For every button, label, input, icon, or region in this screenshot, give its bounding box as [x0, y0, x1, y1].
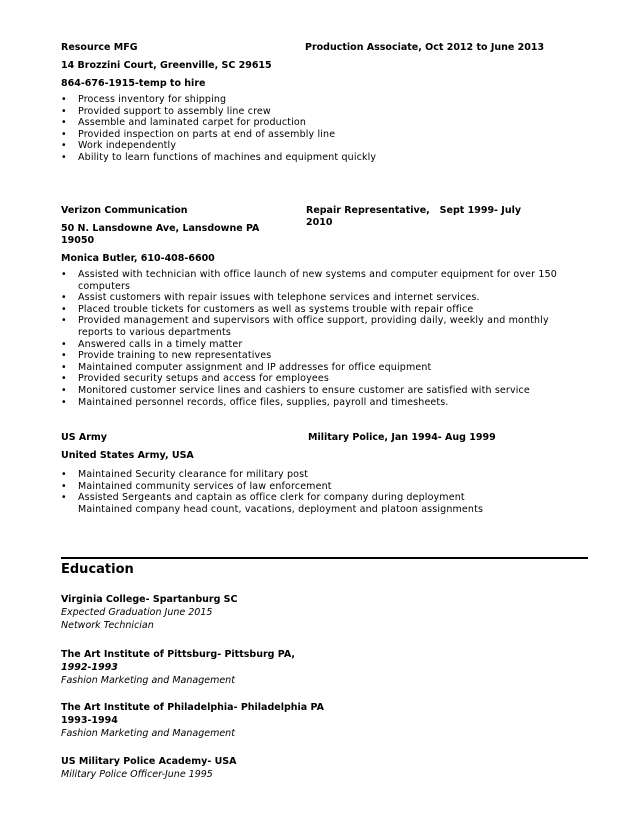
education-entry — [61, 755, 581, 781]
job-position: Military Police, Jan 1994- Aug 1999 — [308, 432, 496, 443]
school-name: Virginia College- Spartanburg SC — [61, 594, 238, 605]
list-item: • Provided inspection on parts at end of assembly line — [61, 128, 336, 140]
education-program: Network Technician — [61, 620, 154, 631]
list-item: • Maintained computer assignment and IP addresses for office equipment — [61, 361, 432, 373]
list-item: • Ability to learn functions of machines and equipment quickly — [61, 151, 377, 163]
employer-address: 50 N. Lansdowne Ave, Lansdowne PA 19050 — [61, 223, 260, 246]
section-divider — [61, 557, 588, 559]
employer-address: United States Army, USA — [61, 450, 194, 461]
list-item: • Assist customers with repair issues with telephone services and internet services. — [61, 292, 480, 304]
bullet-icon: • — [61, 338, 67, 350]
list-item: • Maintained personnel records, office files, supplies, payroll and timesheets. — [61, 396, 449, 408]
employer-address: 14 Brozzini Court, Greenville, SC 29615 — [61, 60, 272, 71]
list-item: Maintained company head count, vacations, deployment and platoon assignments — [78, 503, 484, 515]
job-position: Production Associate, Oct 2012 to June 2013 — [305, 42, 545, 53]
education-detail: Expected Graduation June 2015 — [61, 607, 213, 618]
bullet-icon: • — [61, 269, 67, 280]
bullet-icon: • — [61, 128, 67, 140]
job-duties-list — [61, 269, 581, 408]
list-item: • Provide training to new representatives — [61, 350, 272, 362]
list-item: • Monitored customer service lines and cashiers to ensure customer are satisfied with service — [61, 384, 530, 396]
list-item: • Answered calls in a timely matter — [61, 338, 243, 350]
employer-name: Resource MFG — [61, 42, 138, 53]
bullet-icon: • — [61, 469, 67, 480]
job-duties-list — [61, 94, 581, 164]
list-item: • Work independently — [61, 140, 177, 152]
employer-name: Verizon Communication — [61, 205, 188, 216]
employer-contact: Monica Butler, 610-408-6600 — [61, 253, 215, 264]
education-dates: 1993-1994 — [61, 715, 118, 726]
education-heading: Education — [61, 562, 134, 577]
bullet-icon: • — [61, 350, 67, 362]
education-entry — [61, 701, 581, 740]
list-item: • Process inventory for shipping — [61, 94, 227, 105]
bullet-icon: • — [61, 480, 67, 492]
job-duties-list — [61, 469, 581, 515]
employer-block — [61, 432, 301, 468]
bullet-icon: • — [61, 361, 67, 373]
list-item: • Provided support to assembly line crew — [61, 105, 271, 117]
bullet-icon: • — [61, 492, 67, 504]
education-program: Fashion Marketing and Management — [61, 675, 235, 686]
bullet-icon: • — [61, 396, 67, 408]
education-dates: 1992-1993 — [61, 662, 118, 673]
bullet-icon: • — [61, 151, 67, 163]
employer-contact: 864-676-1915-temp to hire — [61, 78, 206, 89]
school-name: The Art Institute of Philadelphia- Philadelphia PA — [61, 702, 324, 713]
bullet-icon: • — [61, 315, 67, 327]
list-item: • Placed trouble tickets for customers as well as systems trouble with repair office — [61, 303, 474, 315]
employer-block — [61, 42, 301, 96]
education-detail: Military Police Officer-June 1995 — [61, 769, 213, 780]
list-item: • Assemble and laminated carpet for production — [61, 117, 307, 129]
bullet-icon: • — [61, 303, 67, 315]
bullet-icon: • — [61, 140, 67, 152]
education-entry — [61, 593, 581, 632]
education-program: Fashion Marketing and Management — [61, 728, 235, 739]
list-item: • Assisted Sergeants and captain as office clerk for company during deployment — [61, 492, 465, 504]
list-item: • Provided management and supervisors with office support, providing daily, weekly and monthly reports to various departments — [61, 315, 549, 338]
list-item: • Maintained Security clearance for military post — [61, 469, 309, 480]
bullet-icon: • — [61, 384, 67, 396]
bullet-icon: • — [61, 117, 67, 129]
employer-block — [61, 205, 301, 271]
school-name: US Military Police Academy- USA — [61, 756, 237, 767]
job-position: Repair Representative, Sept 1999- July 2010 — [306, 205, 525, 228]
list-item: • Assisted with technician with office launch of new systems and computer equipment for over 150 computers — [61, 269, 557, 292]
school-name: The Art Institute of Pittsburg- Pittsburg PA, — [61, 649, 295, 660]
list-item: • Provided security setups and access for employees — [61, 373, 329, 385]
list-item: • Maintained community services of law enforcement — [61, 480, 332, 492]
employer-name: US Army — [61, 432, 107, 443]
bullet-icon: • — [61, 292, 67, 304]
bullet-icon: • — [61, 94, 67, 105]
bullet-icon: • — [61, 373, 67, 385]
education-entry — [61, 648, 581, 687]
bullet-icon: • — [61, 105, 67, 117]
